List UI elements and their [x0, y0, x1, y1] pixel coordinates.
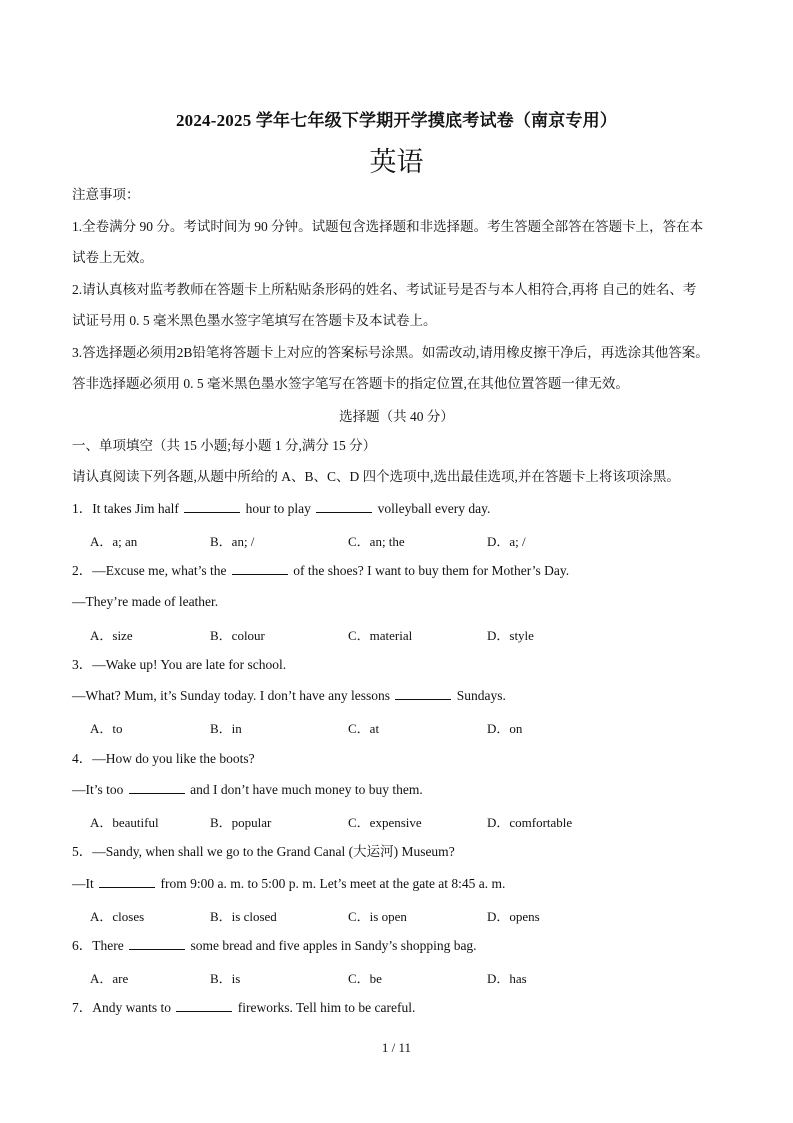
- question-6-text-b: some bread and five apples in Sandy’s shopping bag.: [187, 938, 477, 953]
- question-4-option-c: C．expensive: [348, 815, 422, 830]
- question-2-text-a: 2．—Excuse me, what’s the: [72, 563, 230, 578]
- question-1-option-c: C．an; the: [348, 534, 405, 549]
- question-3-option-c: C．at: [348, 721, 380, 736]
- question-2-option-b: B．colour: [210, 628, 265, 643]
- subject-title: 英语: [369, 147, 424, 178]
- section-title: 选择题（共 40 分）: [339, 409, 454, 424]
- question-6-option-d: D．has: [487, 971, 527, 986]
- part1-heading: 一、单项填空（共 15 小题;每小题 1 分,满分 15 分）: [72, 438, 377, 453]
- question-1-option-d: D．a; /: [487, 534, 526, 549]
- question-1-text-b: hour to play: [242, 501, 315, 516]
- question-2-text-b: of the shoes? I want to buy them for Mother’s Day.: [289, 563, 570, 578]
- question-4-text-a: —It’s too: [72, 782, 127, 797]
- question-4: 4．—How do you like the boots?: [72, 751, 255, 766]
- question-5-option-d: D．opens: [487, 909, 540, 924]
- question-5-text-a: —It: [72, 876, 98, 891]
- part1-instruction: 请认真阅读下列各题,从题中所给的 A、B、C、D 四个选项中,选出最佳选项,并在答题卡上将该项涂黑。: [72, 469, 680, 484]
- question-6-option-b: B．is: [210, 971, 241, 986]
- question-2-option-c: C．material: [348, 628, 413, 643]
- answer-blank: [316, 500, 372, 513]
- question-4-option-b: B．popular: [210, 815, 272, 830]
- answer-blank: [129, 937, 185, 950]
- question-4-option-d: D．comfortable: [487, 815, 573, 830]
- question-6-text-a: 6．There: [72, 938, 128, 953]
- question-3-option-d: D．on: [487, 721, 523, 736]
- question-1: [72, 500, 490, 518]
- question-5-text-b: from 9:00 a. m. to 5:00 p. m. Let’s meet at the gate at 8:45 a. m.: [157, 876, 506, 891]
- question-3-text-a: —What? Mum, it’s Sunday today. I don’t have any lessons: [72, 688, 394, 703]
- question-7: [72, 999, 415, 1017]
- question-2-option-a: A．size: [90, 628, 133, 643]
- question-7-text-b: fireworks. Tell him to be careful.: [234, 1000, 416, 1015]
- question-4-line-2: [72, 781, 423, 799]
- question-5-line-2: [72, 875, 505, 893]
- notice-item-3-line-2: 答非选择题必须用 0. 5 毫米黑色墨水签字笔写在答题卡的指定位置,在其他位置答题一律无效。: [72, 376, 629, 391]
- question-3: 3．—Wake up! You are late for school.: [72, 657, 287, 672]
- answer-blank: [129, 781, 185, 794]
- question-1-option-b: B．an; /: [210, 534, 255, 549]
- question-2: [72, 562, 569, 580]
- question-4-option-a: A．beautiful: [90, 815, 159, 830]
- notice-item-2-line-1: 2.请认真核对监考教师在答题卡上所粘贴条形码的姓名、考试证号是否与本人相符合,再将 自己的姓名、考: [72, 282, 697, 297]
- notice-heading: 注意事项：: [72, 187, 140, 202]
- notice-item-1-line-1: 1.全卷满分 90 分。考试时间为 90 分钟。试题包含选择题和非选择题。考生答题全部答在答题卡上，答在本: [72, 219, 704, 234]
- notice-item-3-line-1: 3.答选择题必须用2B铅笔将答题卡上对应的答案标号涂黑。如需改动,请用橡皮擦干净后，再选涂其他答案。: [72, 345, 709, 360]
- question-3-option-b: B．in: [210, 721, 242, 736]
- answer-blank: [176, 999, 232, 1012]
- exam-title: 2024-2025 学年七年级下学期开学摸底考试卷（南京专用）: [175, 111, 618, 130]
- question-5: 5．—Sandy, when shall we go to the Grand Canal (大运河) Museum?: [72, 844, 455, 859]
- question-1-option-a: A．a; an: [90, 534, 138, 549]
- answer-blank: [184, 500, 240, 513]
- question-5-option-b: B．is closed: [210, 909, 277, 924]
- question-7-text-a: 7．Andy wants to: [72, 1000, 175, 1015]
- question-5-option-a: A．closes: [90, 909, 145, 924]
- question-1-text-c: volleyball every day.: [374, 501, 491, 516]
- answer-blank: [395, 687, 451, 700]
- question-6: [72, 937, 477, 955]
- question-2-line-2: —They’re made of leather.: [72, 594, 219, 609]
- question-4-text-b: and I don’t have much money to buy them.: [186, 782, 423, 797]
- question-3-option-a: A．to: [90, 721, 123, 736]
- question-5-option-c: C．is open: [348, 909, 407, 924]
- question-6-option-a: A．are: [90, 971, 129, 986]
- answer-blank: [99, 875, 155, 888]
- question-3-text-b: Sundays.: [453, 688, 506, 703]
- page-number: 1 / 11: [381, 1040, 412, 1055]
- notice-item-2-line-2: 试证号用 0. 5 毫米黑色墨水签字笔填写在答题卡及本试卷上。: [72, 313, 437, 328]
- answer-blank: [232, 562, 288, 575]
- question-2-option-d: D．style: [487, 628, 534, 643]
- question-1-text-a: 1．It takes Jim half: [72, 501, 183, 516]
- notice-item-1-line-2: 试卷上无效。: [72, 250, 153, 265]
- question-6-option-c: C．be: [348, 971, 382, 986]
- question-3-line-2: [72, 687, 506, 705]
